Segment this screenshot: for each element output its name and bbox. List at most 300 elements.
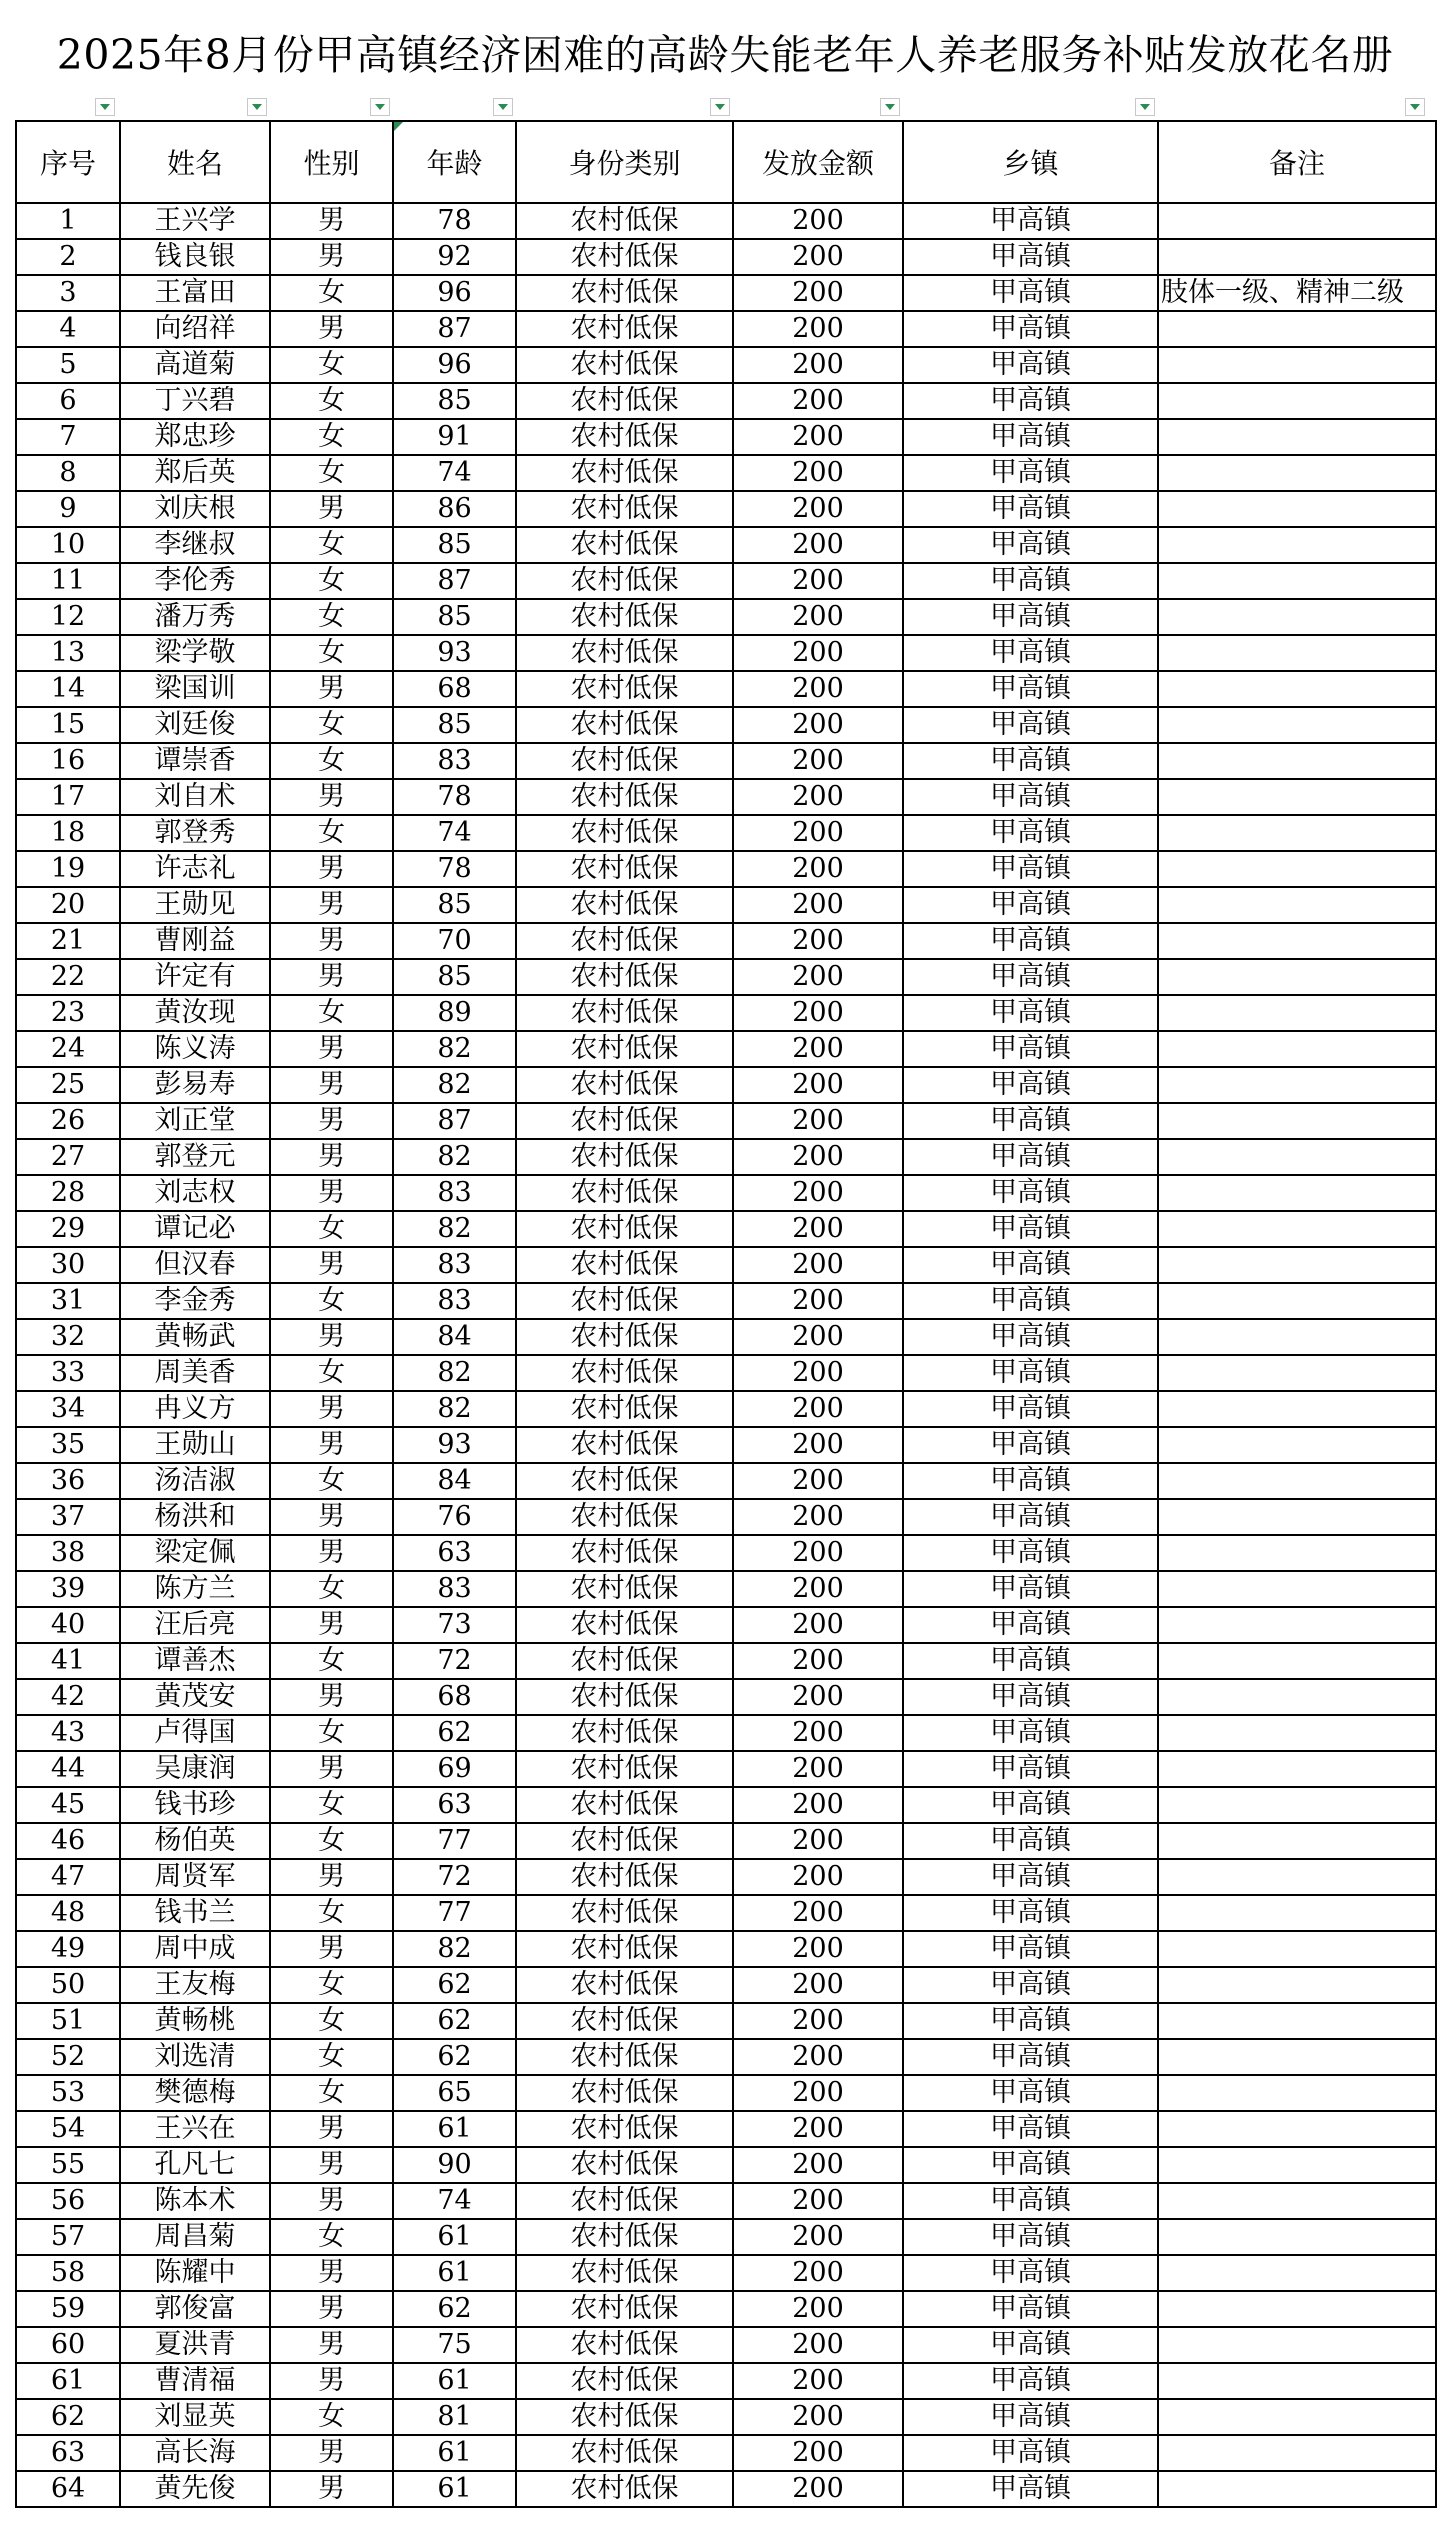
- cell-town[interactable]: 甲高镇: [903, 275, 1158, 311]
- cell-age[interactable]: 85: [393, 707, 516, 743]
- cell-town[interactable]: 甲高镇: [903, 239, 1158, 275]
- cell-gender[interactable]: 女: [270, 1967, 393, 2003]
- cell-identity[interactable]: 农村低保: [516, 1643, 733, 1679]
- cell-amount[interactable]: 200: [733, 851, 903, 887]
- cell-name[interactable]: 郭登秀: [120, 815, 270, 851]
- cell-name[interactable]: 刘廷俊: [120, 707, 270, 743]
- cell-remark[interactable]: [1158, 1139, 1436, 1175]
- cell-remark[interactable]: [1158, 1031, 1436, 1067]
- cell-town[interactable]: 甲高镇: [903, 1751, 1158, 1787]
- cell-identity[interactable]: 农村低保: [516, 2219, 733, 2255]
- cell-name[interactable]: 汤洁淑: [120, 1463, 270, 1499]
- cell-gender[interactable]: 女: [270, 2399, 393, 2435]
- cell-name[interactable]: 陈义涛: [120, 1031, 270, 1067]
- cell-town[interactable]: 甲高镇: [903, 1499, 1158, 1535]
- cell-seq[interactable]: 2: [16, 239, 120, 275]
- cell-remark[interactable]: [1158, 2471, 1436, 2507]
- cell-amount[interactable]: 200: [733, 1643, 903, 1679]
- cell-age[interactable]: 62: [393, 2039, 516, 2075]
- cell-town[interactable]: 甲高镇: [903, 1427, 1158, 1463]
- cell-age[interactable]: 62: [393, 1715, 516, 1751]
- cell-remark[interactable]: [1158, 2219, 1436, 2255]
- cell-gender[interactable]: 女: [270, 1823, 393, 1859]
- cell-seq[interactable]: 46: [16, 1823, 120, 1859]
- cell-seq[interactable]: 47: [16, 1859, 120, 1895]
- cell-town[interactable]: 甲高镇: [903, 2147, 1158, 2183]
- cell-town[interactable]: 甲高镇: [903, 1067, 1158, 1103]
- cell-gender[interactable]: 男: [270, 491, 393, 527]
- cell-age[interactable]: 72: [393, 1643, 516, 1679]
- filter-dropdown-icon[interactable]: [247, 98, 267, 116]
- cell-seq[interactable]: 25: [16, 1067, 120, 1103]
- cell-town[interactable]: 甲高镇: [903, 1139, 1158, 1175]
- cell-age[interactable]: 61: [393, 2255, 516, 2291]
- cell-town[interactable]: 甲高镇: [903, 2111, 1158, 2147]
- cell-gender[interactable]: 女: [270, 1355, 393, 1391]
- cell-gender[interactable]: 男: [270, 239, 393, 275]
- cell-seq[interactable]: 7: [16, 419, 120, 455]
- cell-name[interactable]: 高道菊: [120, 347, 270, 383]
- cell-seq[interactable]: 40: [16, 1607, 120, 1643]
- cell-remark[interactable]: [1158, 2255, 1436, 2291]
- cell-name[interactable]: 杨伯英: [120, 1823, 270, 1859]
- cell-name[interactable]: 黄畅桃: [120, 2003, 270, 2039]
- cell-remark[interactable]: [1158, 815, 1436, 851]
- cell-identity[interactable]: 农村低保: [516, 887, 733, 923]
- cell-seq[interactable]: 29: [16, 1211, 120, 1247]
- cell-remark[interactable]: [1158, 1427, 1436, 1463]
- cell-gender[interactable]: 男: [270, 1103, 393, 1139]
- cell-name[interactable]: 陈本术: [120, 2183, 270, 2219]
- cell-seq[interactable]: 4: [16, 311, 120, 347]
- cell-identity[interactable]: 农村低保: [516, 419, 733, 455]
- cell-age[interactable]: 85: [393, 599, 516, 635]
- cell-remark[interactable]: [1158, 527, 1436, 563]
- cell-name[interactable]: 王兴学: [120, 203, 270, 239]
- cell-name[interactable]: 彭易寿: [120, 1067, 270, 1103]
- cell-town[interactable]: 甲高镇: [903, 1355, 1158, 1391]
- cell-town[interactable]: 甲高镇: [903, 1571, 1158, 1607]
- column-header-name[interactable]: 姓名: [120, 121, 270, 203]
- cell-gender[interactable]: 女: [270, 419, 393, 455]
- cell-age[interactable]: 61: [393, 2471, 516, 2507]
- cell-age[interactable]: 62: [393, 1967, 516, 2003]
- cell-gender[interactable]: 女: [270, 1715, 393, 1751]
- cell-amount[interactable]: 200: [733, 1895, 903, 1931]
- cell-gender[interactable]: 男: [270, 1427, 393, 1463]
- cell-remark[interactable]: [1158, 995, 1436, 1031]
- cell-town[interactable]: 甲高镇: [903, 2039, 1158, 2075]
- cell-amount[interactable]: 200: [733, 1715, 903, 1751]
- cell-age[interactable]: 74: [393, 2183, 516, 2219]
- cell-age[interactable]: 83: [393, 1571, 516, 1607]
- cell-seq[interactable]: 20: [16, 887, 120, 923]
- cell-remark[interactable]: [1158, 2291, 1436, 2327]
- cell-remark[interactable]: [1158, 1175, 1436, 1211]
- cell-town[interactable]: 甲高镇: [903, 671, 1158, 707]
- cell-seq[interactable]: 43: [16, 1715, 120, 1751]
- cell-identity[interactable]: 农村低保: [516, 203, 733, 239]
- cell-name[interactable]: 曹清福: [120, 2363, 270, 2399]
- cell-town[interactable]: 甲高镇: [903, 2003, 1158, 2039]
- cell-name[interactable]: 梁国训: [120, 671, 270, 707]
- cell-remark[interactable]: [1158, 923, 1436, 959]
- cell-town[interactable]: 甲高镇: [903, 1679, 1158, 1715]
- cell-amount[interactable]: 200: [733, 1931, 903, 1967]
- cell-town[interactable]: 甲高镇: [903, 1643, 1158, 1679]
- cell-name[interactable]: 王友梅: [120, 1967, 270, 2003]
- cell-identity[interactable]: 农村低保: [516, 2147, 733, 2183]
- cell-age[interactable]: 87: [393, 311, 516, 347]
- cell-remark[interactable]: [1158, 1103, 1436, 1139]
- cell-name[interactable]: 丁兴碧: [120, 383, 270, 419]
- cell-seq[interactable]: 56: [16, 2183, 120, 2219]
- cell-remark[interactable]: [1158, 1787, 1436, 1823]
- cell-remark[interactable]: [1158, 959, 1436, 995]
- cell-age[interactable]: 81: [393, 2399, 516, 2435]
- cell-gender[interactable]: 女: [270, 1463, 393, 1499]
- cell-remark[interactable]: [1158, 2399, 1436, 2435]
- cell-town[interactable]: 甲高镇: [903, 2435, 1158, 2471]
- cell-seq[interactable]: 5: [16, 347, 120, 383]
- cell-identity[interactable]: 农村低保: [516, 995, 733, 1031]
- cell-name[interactable]: 王勋山: [120, 1427, 270, 1463]
- cell-name[interactable]: 曹刚益: [120, 923, 270, 959]
- cell-seq[interactable]: 27: [16, 1139, 120, 1175]
- cell-seq[interactable]: 13: [16, 635, 120, 671]
- cell-name[interactable]: 陈方兰: [120, 1571, 270, 1607]
- cell-gender[interactable]: 男: [270, 1859, 393, 1895]
- cell-name[interactable]: 许定有: [120, 959, 270, 995]
- cell-town[interactable]: 甲高镇: [903, 707, 1158, 743]
- cell-seq[interactable]: 33: [16, 1355, 120, 1391]
- cell-gender[interactable]: 男: [270, 1535, 393, 1571]
- filter-dropdown-icon[interactable]: [370, 98, 390, 116]
- cell-name[interactable]: 潘万秀: [120, 599, 270, 635]
- cell-age[interactable]: 83: [393, 743, 516, 779]
- cell-remark[interactable]: [1158, 1391, 1436, 1427]
- cell-amount[interactable]: 200: [733, 1679, 903, 1715]
- cell-gender[interactable]: 男: [270, 2111, 393, 2147]
- cell-name[interactable]: 谭记必: [120, 1211, 270, 1247]
- cell-age[interactable]: 86: [393, 491, 516, 527]
- cell-town[interactable]: 甲高镇: [903, 1931, 1158, 1967]
- cell-identity[interactable]: 农村低保: [516, 1283, 733, 1319]
- cell-seq[interactable]: 52: [16, 2039, 120, 2075]
- cell-gender[interactable]: 女: [270, 1571, 393, 1607]
- cell-seq[interactable]: 53: [16, 2075, 120, 2111]
- cell-age[interactable]: 74: [393, 455, 516, 491]
- cell-name[interactable]: 黄茂安: [120, 1679, 270, 1715]
- cell-town[interactable]: 甲高镇: [903, 1031, 1158, 1067]
- cell-town[interactable]: 甲高镇: [903, 1895, 1158, 1931]
- cell-amount[interactable]: 200: [733, 2327, 903, 2363]
- cell-identity[interactable]: 农村低保: [516, 851, 733, 887]
- cell-age[interactable]: 76: [393, 1499, 516, 1535]
- cell-seq[interactable]: 30: [16, 1247, 120, 1283]
- cell-town[interactable]: 甲高镇: [903, 563, 1158, 599]
- cell-name[interactable]: 梁定佩: [120, 1535, 270, 1571]
- cell-seq[interactable]: 59: [16, 2291, 120, 2327]
- cell-seq[interactable]: 3: [16, 275, 120, 311]
- cell-age[interactable]: 82: [393, 1931, 516, 1967]
- cell-gender[interactable]: 女: [270, 1211, 393, 1247]
- cell-name[interactable]: 夏洪青: [120, 2327, 270, 2363]
- cell-identity[interactable]: 农村低保: [516, 2471, 733, 2507]
- cell-gender[interactable]: 女: [270, 815, 393, 851]
- cell-age[interactable]: 83: [393, 1175, 516, 1211]
- cell-amount[interactable]: 200: [733, 707, 903, 743]
- cell-amount[interactable]: 200: [733, 2147, 903, 2183]
- cell-age[interactable]: 82: [393, 1031, 516, 1067]
- cell-name[interactable]: 李继叔: [120, 527, 270, 563]
- cell-identity[interactable]: 农村低保: [516, 1067, 733, 1103]
- cell-remark[interactable]: [1158, 1211, 1436, 1247]
- cell-name[interactable]: 向绍祥: [120, 311, 270, 347]
- cell-gender[interactable]: 男: [270, 1499, 393, 1535]
- cell-amount[interactable]: 200: [733, 1283, 903, 1319]
- cell-town[interactable]: 甲高镇: [903, 1787, 1158, 1823]
- cell-amount[interactable]: 200: [733, 1355, 903, 1391]
- cell-age[interactable]: 61: [393, 2435, 516, 2471]
- cell-amount[interactable]: 200: [733, 2183, 903, 2219]
- cell-gender[interactable]: 女: [270, 527, 393, 563]
- cell-name[interactable]: 刘自术: [120, 779, 270, 815]
- cell-town[interactable]: 甲高镇: [903, 455, 1158, 491]
- cell-identity[interactable]: 农村低保: [516, 923, 733, 959]
- cell-seq[interactable]: 41: [16, 1643, 120, 1679]
- cell-seq[interactable]: 12: [16, 599, 120, 635]
- cell-remark[interactable]: [1158, 851, 1436, 887]
- cell-name[interactable]: 李伦秀: [120, 563, 270, 599]
- cell-identity[interactable]: 农村低保: [516, 1535, 733, 1571]
- cell-age[interactable]: 63: [393, 1535, 516, 1571]
- cell-seq[interactable]: 14: [16, 671, 120, 707]
- cell-age[interactable]: 61: [393, 2363, 516, 2399]
- cell-age[interactable]: 65: [393, 2075, 516, 2111]
- cell-identity[interactable]: 农村低保: [516, 275, 733, 311]
- cell-name[interactable]: 郑忠珍: [120, 419, 270, 455]
- cell-amount[interactable]: 200: [733, 275, 903, 311]
- cell-age[interactable]: 61: [393, 2219, 516, 2255]
- column-header-town[interactable]: 乡镇: [903, 121, 1158, 203]
- cell-remark[interactable]: [1158, 455, 1436, 491]
- cell-amount[interactable]: 200: [733, 779, 903, 815]
- cell-seq[interactable]: 19: [16, 851, 120, 887]
- cell-name[interactable]: 黄畅武: [120, 1319, 270, 1355]
- cell-seq[interactable]: 51: [16, 2003, 120, 2039]
- cell-town[interactable]: 甲高镇: [903, 419, 1158, 455]
- cell-town[interactable]: 甲高镇: [903, 1859, 1158, 1895]
- cell-age[interactable]: 77: [393, 1895, 516, 1931]
- cell-seq[interactable]: 31: [16, 1283, 120, 1319]
- cell-identity[interactable]: 农村低保: [516, 2327, 733, 2363]
- cell-amount[interactable]: 200: [733, 887, 903, 923]
- cell-name[interactable]: 钱书兰: [120, 1895, 270, 1931]
- cell-age[interactable]: 82: [393, 1355, 516, 1391]
- filter-dropdown-icon[interactable]: [710, 98, 730, 116]
- cell-town[interactable]: 甲高镇: [903, 1211, 1158, 1247]
- cell-gender[interactable]: 女: [270, 635, 393, 671]
- cell-gender[interactable]: 女: [270, 707, 393, 743]
- cell-seq[interactable]: 16: [16, 743, 120, 779]
- cell-seq[interactable]: 15: [16, 707, 120, 743]
- cell-remark[interactable]: [1158, 1319, 1436, 1355]
- cell-remark[interactable]: [1158, 2039, 1436, 2075]
- cell-gender[interactable]: 女: [270, 995, 393, 1031]
- cell-gender[interactable]: 女: [270, 563, 393, 599]
- cell-name[interactable]: 周贤军: [120, 1859, 270, 1895]
- cell-name[interactable]: 黄先俊: [120, 2471, 270, 2507]
- cell-gender[interactable]: 男: [270, 2435, 393, 2471]
- cell-town[interactable]: 甲高镇: [903, 311, 1158, 347]
- cell-name[interactable]: 刘正堂: [120, 1103, 270, 1139]
- cell-name[interactable]: 郑后英: [120, 455, 270, 491]
- cell-seq[interactable]: 64: [16, 2471, 120, 2507]
- cell-amount[interactable]: 200: [733, 1103, 903, 1139]
- cell-gender[interactable]: 男: [270, 1031, 393, 1067]
- cell-remark[interactable]: [1158, 1499, 1436, 1535]
- cell-seq[interactable]: 32: [16, 1319, 120, 1355]
- cell-amount[interactable]: 200: [733, 2039, 903, 2075]
- cell-name[interactable]: 刘显英: [120, 2399, 270, 2435]
- cell-identity[interactable]: 农村低保: [516, 1607, 733, 1643]
- cell-remark[interactable]: [1158, 1463, 1436, 1499]
- cell-seq[interactable]: 48: [16, 1895, 120, 1931]
- cell-gender[interactable]: 男: [270, 959, 393, 995]
- cell-seq[interactable]: 60: [16, 2327, 120, 2363]
- cell-remark[interactable]: [1158, 2327, 1436, 2363]
- cell-amount[interactable]: 200: [733, 1571, 903, 1607]
- cell-amount[interactable]: 200: [733, 1067, 903, 1103]
- cell-gender[interactable]: 男: [270, 1607, 393, 1643]
- cell-gender[interactable]: 男: [270, 1391, 393, 1427]
- cell-name[interactable]: 刘选清: [120, 2039, 270, 2075]
- cell-gender[interactable]: 男: [270, 1247, 393, 1283]
- cell-seq[interactable]: 23: [16, 995, 120, 1031]
- cell-gender[interactable]: 男: [270, 1319, 393, 1355]
- cell-remark[interactable]: [1158, 2183, 1436, 2219]
- cell-gender[interactable]: 女: [270, 455, 393, 491]
- cell-gender[interactable]: 女: [270, 1643, 393, 1679]
- cell-name[interactable]: 刘志权: [120, 1175, 270, 1211]
- cell-seq[interactable]: 45: [16, 1787, 120, 1823]
- cell-name[interactable]: 王富田: [120, 275, 270, 311]
- cell-town[interactable]: 甲高镇: [903, 491, 1158, 527]
- cell-town[interactable]: 甲高镇: [903, 995, 1158, 1031]
- cell-identity[interactable]: 农村低保: [516, 1931, 733, 1967]
- cell-age[interactable]: 61: [393, 2111, 516, 2147]
- cell-seq[interactable]: 49: [16, 1931, 120, 1967]
- cell-amount[interactable]: 200: [733, 1031, 903, 1067]
- cell-gender[interactable]: 男: [270, 851, 393, 887]
- cell-identity[interactable]: 农村低保: [516, 635, 733, 671]
- cell-amount[interactable]: 200: [733, 995, 903, 1031]
- cell-seq[interactable]: 28: [16, 1175, 120, 1211]
- column-header-seq[interactable]: 序号: [16, 121, 120, 203]
- cell-town[interactable]: 甲高镇: [903, 1535, 1158, 1571]
- cell-seq[interactable]: 10: [16, 527, 120, 563]
- cell-identity[interactable]: 农村低保: [516, 1031, 733, 1067]
- cell-age[interactable]: 74: [393, 815, 516, 851]
- cell-gender[interactable]: 女: [270, 383, 393, 419]
- cell-gender[interactable]: 女: [270, 599, 393, 635]
- cell-amount[interactable]: 200: [733, 1427, 903, 1463]
- cell-seq[interactable]: 39: [16, 1571, 120, 1607]
- cell-name[interactable]: 李金秀: [120, 1283, 270, 1319]
- cell-remark[interactable]: [1158, 887, 1436, 923]
- cell-remark[interactable]: [1158, 1247, 1436, 1283]
- cell-name[interactable]: 谭崇香: [120, 743, 270, 779]
- cell-remark[interactable]: [1158, 635, 1436, 671]
- cell-identity[interactable]: 农村低保: [516, 1103, 733, 1139]
- cell-identity[interactable]: 农村低保: [516, 1823, 733, 1859]
- cell-age[interactable]: 84: [393, 1319, 516, 1355]
- cell-identity[interactable]: 农村低保: [516, 563, 733, 599]
- column-header-age[interactable]: [393, 121, 516, 203]
- cell-gender[interactable]: 男: [270, 2255, 393, 2291]
- cell-identity[interactable]: 农村低保: [516, 1139, 733, 1175]
- cell-identity[interactable]: 农村低保: [516, 1247, 733, 1283]
- cell-name[interactable]: 王兴在: [120, 2111, 270, 2147]
- cell-name[interactable]: 吴康润: [120, 1751, 270, 1787]
- cell-age[interactable]: 68: [393, 671, 516, 707]
- cell-seq[interactable]: 21: [16, 923, 120, 959]
- cell-identity[interactable]: 农村低保: [516, 1715, 733, 1751]
- cell-gender[interactable]: 女: [270, 2075, 393, 2111]
- cell-gender[interactable]: 男: [270, 2363, 393, 2399]
- cell-seq[interactable]: 8: [16, 455, 120, 491]
- cell-name[interactable]: 黄汝现: [120, 995, 270, 1031]
- cell-amount[interactable]: 200: [733, 1247, 903, 1283]
- cell-town[interactable]: 甲高镇: [903, 2363, 1158, 2399]
- cell-name[interactable]: 周美香: [120, 1355, 270, 1391]
- cell-seq[interactable]: 26: [16, 1103, 120, 1139]
- cell-remark[interactable]: [1158, 1535, 1436, 1571]
- cell-name[interactable]: 汪后亮: [120, 1607, 270, 1643]
- column-header-amount[interactable]: 发放金额: [733, 121, 903, 203]
- cell-remark[interactable]: [1158, 563, 1436, 599]
- cell-identity[interactable]: 农村低保: [516, 2111, 733, 2147]
- cell-remark[interactable]: [1158, 1751, 1436, 1787]
- cell-identity[interactable]: 农村低保: [516, 239, 733, 275]
- cell-age[interactable]: 78: [393, 779, 516, 815]
- cell-identity[interactable]: 农村低保: [516, 707, 733, 743]
- cell-age[interactable]: 83: [393, 1247, 516, 1283]
- cell-town[interactable]: 甲高镇: [903, 1103, 1158, 1139]
- cell-gender[interactable]: 女: [270, 1787, 393, 1823]
- cell-remark[interactable]: [1158, 671, 1436, 707]
- cell-identity[interactable]: 农村低保: [516, 1679, 733, 1715]
- cell-age[interactable]: 83: [393, 1283, 516, 1319]
- cell-town[interactable]: 甲高镇: [903, 2255, 1158, 2291]
- cell-seq[interactable]: 62: [16, 2399, 120, 2435]
- cell-town[interactable]: 甲高镇: [903, 1283, 1158, 1319]
- cell-identity[interactable]: 农村低保: [516, 1391, 733, 1427]
- cell-name[interactable]: 陈耀中: [120, 2255, 270, 2291]
- cell-amount[interactable]: 200: [733, 1211, 903, 1247]
- cell-seq[interactable]: 38: [16, 1535, 120, 1571]
- cell-gender[interactable]: 男: [270, 923, 393, 959]
- cell-amount[interactable]: 200: [733, 527, 903, 563]
- cell-amount[interactable]: 200: [733, 959, 903, 995]
- cell-identity[interactable]: 农村低保: [516, 815, 733, 851]
- cell-age[interactable]: 82: [393, 1139, 516, 1175]
- cell-identity[interactable]: 农村低保: [516, 383, 733, 419]
- cell-age[interactable]: 84: [393, 1463, 516, 1499]
- cell-name[interactable]: 高长海: [120, 2435, 270, 2471]
- cell-remark[interactable]: [1158, 2111, 1436, 2147]
